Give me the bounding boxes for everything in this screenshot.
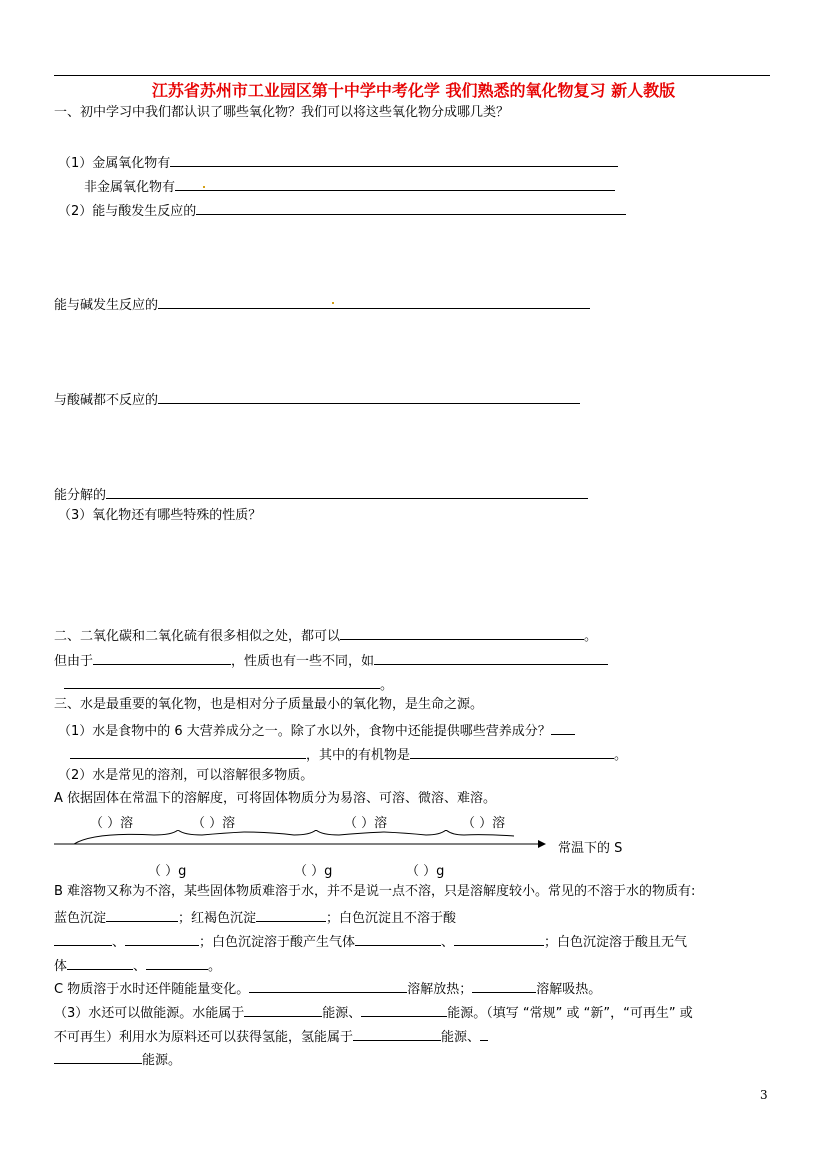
nonmetal-oxides-row	[84, 176, 615, 197]
water-energy-row1	[54, 1002, 693, 1023]
solubility-threshold-1: （ ）g	[148, 864, 187, 879]
special-properties: （3）氧化物还有哪些特殊的性质？	[58, 508, 262, 523]
section3-q1-row	[58, 720, 575, 741]
section3-q1-period: 。	[614, 748, 628, 763]
hydrogen-blank-2[interactable]	[54, 1049, 142, 1064]
section2-line2	[54, 650, 608, 671]
energy-label: C 物质溶于水时还伴随能量变化。	[54, 982, 250, 997]
metal-oxides-label: （1）金属氧化物有	[58, 156, 171, 171]
scan-artifact	[332, 302, 334, 304]
brace-3	[384, 830, 514, 836]
section2-because-blank[interactable]	[93, 650, 231, 665]
white-insoluble-blank-2[interactable]	[125, 931, 199, 946]
section2-different-label: ，性质也有一些不同，如	[231, 654, 375, 669]
section3-q1-row2	[70, 744, 627, 765]
decompose-blank[interactable]	[106, 484, 588, 499]
solubility-class-1: （ ）溶	[90, 816, 134, 831]
solubility-class-4: （ ）溶	[462, 816, 506, 831]
precipitate-row1	[54, 907, 456, 928]
exothermic-label: 溶解放热；	[407, 982, 473, 997]
exothermic-blank[interactable]	[249, 978, 407, 993]
section2-period: 。	[584, 629, 598, 644]
organic-label: ，其中的有机物是	[306, 748, 411, 763]
no-react-label: 与酸碱都不反应的	[54, 393, 159, 408]
endothermic-label: 溶解吸热。	[536, 982, 602, 997]
hydrogen-sep: 能源、	[441, 1030, 481, 1045]
sep-3: 、	[133, 959, 147, 974]
decompose-row	[54, 484, 588, 505]
blue-precipitate-label: 蓝色沉淀	[54, 911, 107, 926]
section1-question: 一、初中学习中我们都认识了哪些氧化物？我们可以将这些氧化物分成哪几类？	[54, 105, 510, 120]
water-energy-blank-2[interactable]	[361, 1002, 447, 1017]
hydrogen-row	[54, 1026, 488, 1047]
react-base-blank[interactable]	[158, 294, 590, 309]
react-base-label: 能与碱发生反应的	[54, 298, 159, 313]
white-insoluble-blank-1[interactable]	[54, 931, 112, 946]
white-gas-blank-2[interactable]	[454, 931, 544, 946]
section2-example-blank[interactable]	[374, 650, 608, 665]
solubility-class-2: （ ）溶	[192, 816, 236, 831]
metal-oxides-blank[interactable]	[170, 152, 618, 167]
hydrogen-row2	[54, 1049, 181, 1070]
solubility-b-text: B 难溶物又称为不溶，某些固体物质难溶于水，并不是说一点不溶，只是溶解度较小。常见的不溶于水的物质有:	[54, 884, 696, 899]
react-acid-label: （2）能与酸发生反应的	[58, 204, 197, 219]
axis-arrow-icon	[538, 840, 546, 848]
no-react-row	[54, 389, 580, 410]
white-nogas-blank-1[interactable]	[67, 955, 133, 970]
water-energy-label: （3）水还可以做能源。水能属于	[54, 1006, 245, 1021]
white-nogas-label: ；白色沉淀溶于酸且无气	[544, 935, 688, 950]
section2-example-blank-2[interactable]	[64, 674, 380, 689]
brace-2	[244, 830, 384, 835]
header-rule	[54, 75, 770, 76]
white-gas-blank-1[interactable]	[355, 931, 441, 946]
metal-oxides-row	[58, 152, 618, 173]
white-gas-label: ；白色沉淀溶于酸产生气体	[199, 935, 356, 950]
blue-precipitate-blank[interactable]	[106, 907, 178, 922]
precipitate-period: 。	[208, 959, 222, 974]
section2-line1	[54, 625, 597, 646]
nutrients-blank-a[interactable]	[551, 720, 575, 735]
no-react-blank[interactable]	[158, 389, 580, 404]
energy-row	[54, 978, 601, 999]
section2-line3	[64, 674, 393, 695]
red-precipitate-blank[interactable]	[256, 907, 326, 922]
section3-q1-label: （1）水是食物中的 6 大营养成分之一。除了水以外，食物中还能提供哪些营养成分？	[58, 724, 551, 739]
sep-1: 、	[112, 935, 126, 950]
decompose-label: 能分解的	[54, 488, 107, 503]
hydrogen-blank-1[interactable]	[353, 1026, 441, 1041]
section3-q2: （2）水是常见的溶剂，可以溶解很多物质。	[58, 768, 314, 783]
react-acid-blank[interactable]	[196, 200, 626, 215]
sep-2: 、	[441, 935, 455, 950]
section2-because-label: 但由于	[54, 654, 94, 669]
scan-artifact	[203, 186, 205, 188]
water-energy-sep: 能源、	[322, 1006, 362, 1021]
body-label: 体	[54, 959, 68, 974]
nutrients-blank-b[interactable]	[70, 744, 306, 759]
section2-similar-label: 二、二氧化碳和二氧化硫有很多相似之处，都可以	[54, 629, 341, 644]
nonmetal-oxides-blank[interactable]	[175, 176, 615, 191]
page-title: 江苏省苏州市工业园区第十中学中考化学 我们熟悉的氧化物复习 新人教版	[151, 81, 676, 100]
section3-intro: 三、水是最重要的氧化物，也是相对分子质量最小的氧化物，是生命之源。	[54, 697, 484, 712]
precipitate-row3	[54, 955, 221, 976]
solubility-diagram	[54, 812, 654, 882]
hydrogen-blank-2a[interactable]	[480, 1026, 488, 1041]
react-base-row	[54, 294, 590, 315]
endothermic-blank[interactable]	[472, 978, 536, 993]
brace-1	[74, 830, 244, 844]
water-energy-hint: 能源。（填写 “常规” 或 “新”，“可再生” 或	[447, 1006, 693, 1021]
solubility-threshold-3: （ ）g	[406, 864, 445, 879]
page-number: 3	[760, 1088, 768, 1102]
organic-blank[interactable]	[410, 744, 614, 759]
white-nogas-blank-2[interactable]	[146, 955, 208, 970]
hydrogen-label: 不可再生）利用水为原料还可以获得氢能，氢能属于	[54, 1030, 354, 1045]
section2-period-2: 。	[380, 678, 394, 693]
axis-label: 常温下的 S	[558, 841, 623, 856]
red-precipitate-label: ；红褐色沉淀	[178, 911, 257, 926]
hydrogen-end-label: 能源。	[142, 1053, 182, 1068]
section2-similar-blank[interactable]	[340, 625, 584, 640]
solubility-a-text: A 依据固体在常温下的溶解度，可将固体物质分为易溶、可溶、微溶、难溶。	[54, 791, 497, 806]
nonmetal-oxides-label: 非金属氧化物有	[84, 180, 176, 195]
precipitate-row2	[54, 931, 687, 952]
white-insoluble-label: ；白色沉淀且不溶于酸	[326, 911, 457, 926]
water-energy-blank-1[interactable]	[244, 1002, 322, 1017]
react-acid-row	[58, 200, 626, 221]
solubility-class-3: （ ）溶	[344, 816, 388, 831]
solubility-threshold-2: （ ）g	[294, 864, 333, 879]
